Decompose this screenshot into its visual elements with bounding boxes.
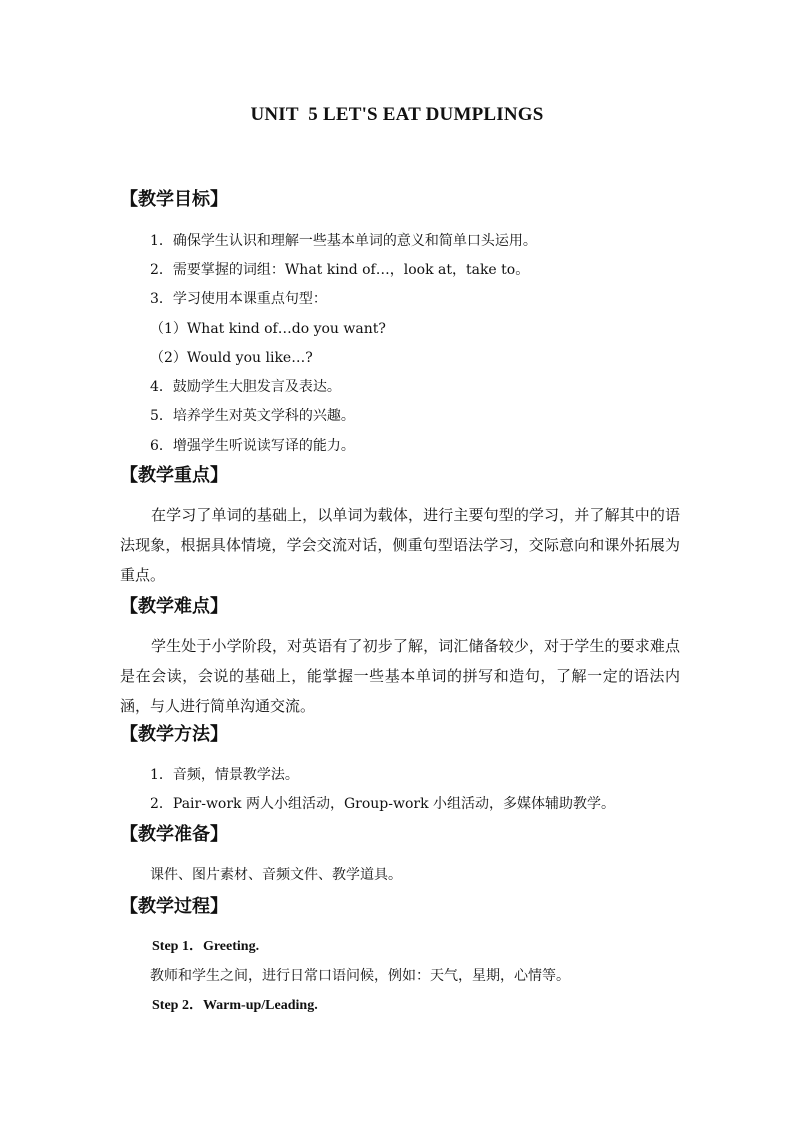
- objective-item: 2．需要掌握的词组：What kind of…，look at，take to。: [150, 262, 530, 278]
- objective-item: 3．学习使用本课重点句型：: [150, 291, 327, 307]
- objective-item: 1．确保学生认识和理解一些基本单词的意义和简单口头运用。: [150, 233, 537, 249]
- section-heading-difficulties: 【教学难点】: [120, 596, 228, 617]
- section-heading-objectives: 【教学目标】: [120, 189, 228, 210]
- step-1-text: 教师和学生之间，进行日常口语问候，例如：天气，星期，心情等。: [150, 968, 570, 984]
- preparation-text: 课件、图片素材、音频文件、教学道具。: [150, 867, 402, 883]
- objective-item: 4．鼓励学生大胆发言及表达。: [150, 379, 341, 395]
- document-title: UNIT 5 LET'S EAT DUMPLINGS: [250, 104, 544, 125]
- section-heading-methods: 【教学方法】: [120, 724, 228, 745]
- section-heading-process: 【教学过程】: [120, 896, 228, 917]
- step-2-title: Step 2．Warm-up/Leading.: [152, 998, 318, 1013]
- key-points-paragraph: 在学习了单词的基础上，以单词为载体，进行主要句型的学习，并了解其中的语法现象，根据具体情境，学会交流对话，侧重句型语法学习，交际意向和课外拓展为重点。: [120, 506, 680, 584]
- difficulties-paragraph: 学生处于小学阶段，对英语有了初步了解，词汇储备较少，对于学生的要求难点是在会读，会说的基础上，能掌握一些基本单词的拼写和造句，了解一定的语法内涵，与人进行简单沟通交流。: [120, 637, 680, 715]
- method-item: 1．音频，情景教学法。: [150, 767, 299, 783]
- objective-item: 5．培养学生对英文学科的兴趣。: [150, 408, 355, 424]
- section-heading-preparation: 【教学准备】: [120, 824, 228, 845]
- objective-subitem: （2）Would you like…?: [150, 350, 313, 366]
- objective-subitem: （1）What kind of…do you want?: [150, 321, 386, 337]
- step-1-title: Step 1．Greeting.: [152, 939, 260, 954]
- section-heading-key-points: 【教学重点】: [120, 465, 228, 486]
- objective-item: 6．增强学生听说读写译的能力。: [150, 438, 355, 454]
- method-item: 2．Pair-work 两人小组活动，Group-work 小组活动，多媒体辅助教学。: [150, 796, 616, 812]
